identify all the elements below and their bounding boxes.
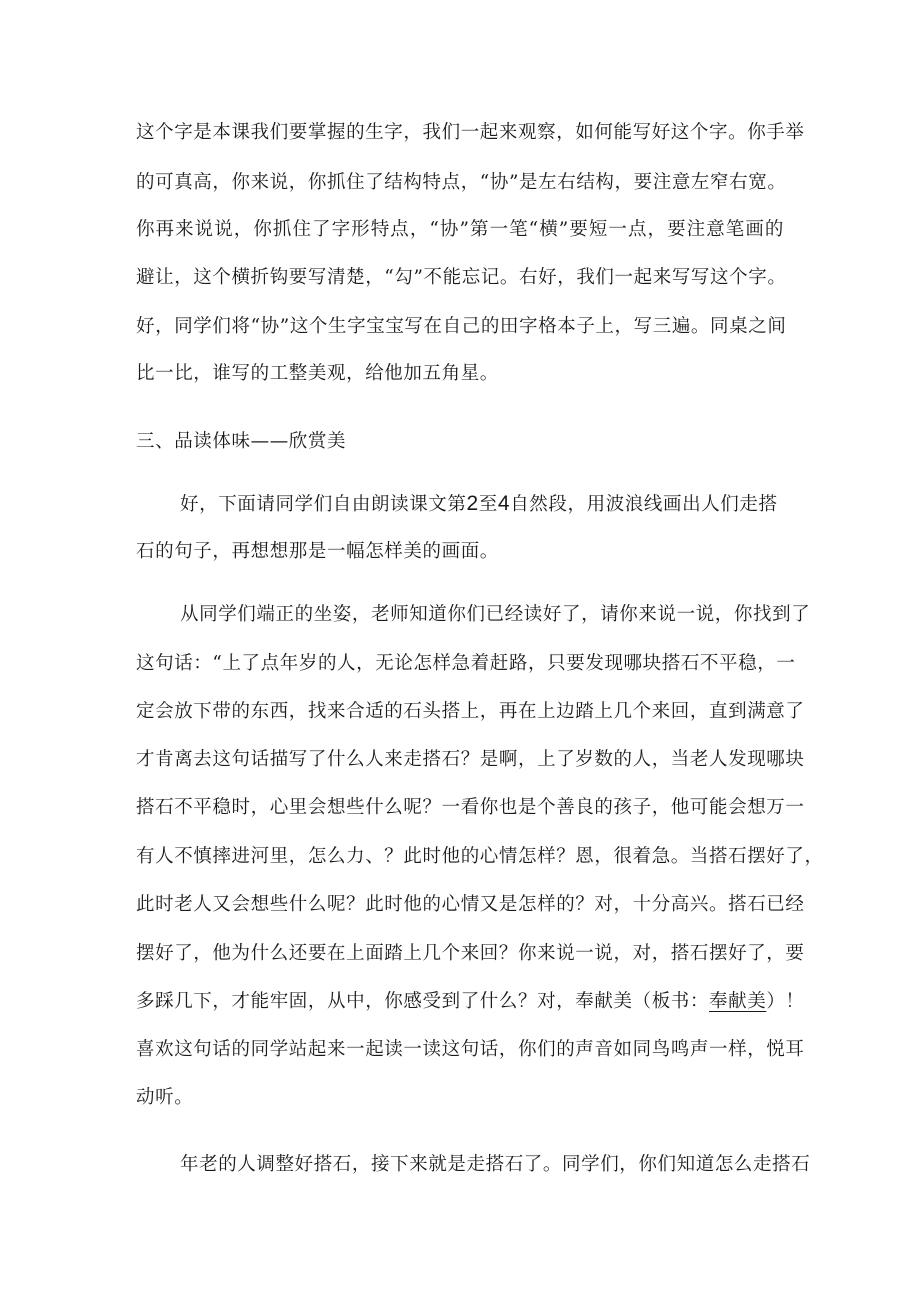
paragraph-3-line-9 [136,990,805,1014]
p2-text-c: 自然段，用波浪线画出人们走搭 [510,494,778,515]
p2-number-start: 2 [466,492,479,515]
paragraph-3-line-5: 搭石不平稳时，心里会想些什么呢？一看你也是个善良的孩子，他可能会想万一 [136,797,805,818]
paragraph-1-line-5: 好，同学们将“协”这个生字宝宝写在自己的田字格本子上，写三遍。同桌之间 [136,316,787,337]
paragraph-4-line-1: 年老的人调整好搭石，接下来就是走搭石了。同学们，你们知道怎么走搭石 [180,1154,811,1175]
paragraph-1-line-6: 比一比，谁写的工整美观，给他加五角星。 [136,363,499,384]
paragraph-1-line-4: 避让，这个横折钩要写清楚，“勾”不能忘记。右好，我们一起来写写这个字。 [136,267,787,288]
board-note-underlined: 奉献美 [709,991,767,1012]
paragraph-2-line-2: 石的句子，再想想那是一幅怎样美的画面。 [136,541,499,562]
paragraph-2-line-1 [180,492,778,517]
p3-text-a: 多踩几下，才能牢固，从中，你感受到了什么？对，奉献美（板书： [136,991,710,1012]
section-heading: 三、品读体味——欣赏美 [136,431,347,452]
p2-text-a: 好，下面请同学们自由朗读课文第 [180,494,467,515]
paragraph-1-line-3: 你再来说说，你抓住了字形特点，“协”第一笔“横”要短一点，要注意笔画的 [136,219,784,240]
paragraph-3-line-7: 此时老人又会想些什么呢？此时他的心情又是怎样的？对，十分高兴。搭石已经 [136,894,805,915]
paragraph-3-line-1: 从同学们端正的坐姿，老师知道你们已经读好了，请你来说一说，你找到了 [180,604,811,625]
p2-number-end: 4 [497,492,511,515]
paragraph-3-line-4: 才肯离去这句话描写了什么人来走搭石？是啊，上了岁数的人，当老人发现哪块 [136,749,805,770]
paragraph-3-line-8: 摆好了，他为什么还要在上面踏上几个来回？你来说一说，对，搭石摆好了，要 [136,943,805,964]
paragraph-3-line-10: 喜欢这句话的同学站起来一起读一读这句话，你们的声音如同鸟鸣声一样，悦耳 [136,1039,805,1060]
paragraph-3-line-6: 有人不慎摔进河里，怎么力、？此时他的心情怎样？恩，很着急。当搭石摆好了， [136,846,824,867]
paragraph-1-line-2: 的可真高，你来说，你抓住了结构特点，“协”是左右结构，要注意左窄右宽。 [136,172,787,193]
p2-text-b: 至 [478,494,498,515]
paragraph-3-line-2: 这句话：“上了点年岁的人，无论怎样急着赶路，只要发现哪块搭石不平稳，一 [136,653,796,674]
p3-text-b: ）！ [766,991,805,1012]
paragraph-3-line-11: 动听。 [136,1087,194,1108]
paragraph-1-line-1: 这个字是本课我们要掌握的生字，我们一起来观察，如何能写好这个字。你手举 [136,122,805,143]
paragraph-3-line-3: 定会放下带的东西，找来合适的石头搭上，再在上边踏上几个来回，直到满意了 [136,701,805,722]
